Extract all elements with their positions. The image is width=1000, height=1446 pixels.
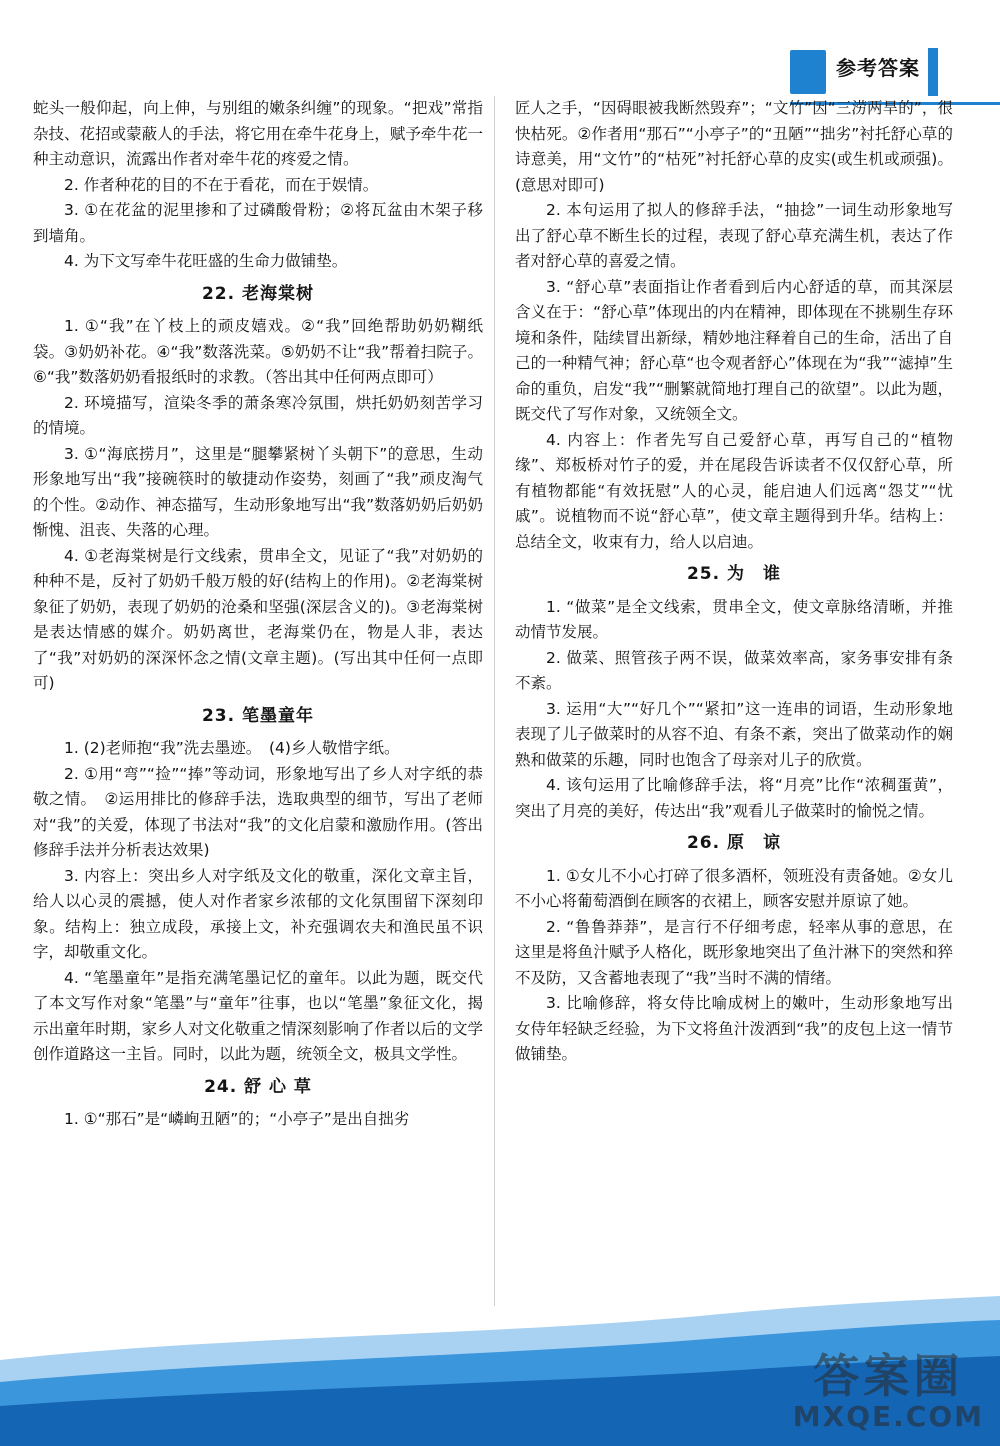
right-column bbox=[515, 96, 953, 1068]
answer-paragraph: 4. 该句运用了比喻修辞手法，将“月亮”比作“浓稠蛋黄”，突出了月亮的美好，传达出“我”观看儿子做菜时的愉悦之情。 bbox=[515, 776, 953, 820]
answer-paragraph: 2. 本句运用了拟人的修辞手法，“抽捻”一词生动形象地写出了舒心草不断生长的过程，表现了舒心草充满生机，表达了作者对舒心草的喜爱之情。 bbox=[515, 201, 953, 270]
watermark bbox=[792, 1349, 984, 1434]
answer-paragraph: 3. “舒心草”表面指让作者看到后内心舒适的草，而其深层含义在于：“舒心草”体现出的内在精神，即体现在不挑剔生存环境和条件，陆续冒出新绿，精妙地注释着自己的生命，活出了自己的一种精气神；舒心草“也令观者舒心”体现在为“我”“滤掉”生命的重负，启发“我”“删繁就简地打理自己的欲望”。以此为题，既交代了写作对象，又统领全文。 bbox=[515, 277, 953, 423]
answer-paragraph: 匠人之手，“因碍眼被我断然毁弃”；“文竹”因“三涝两旱的”，很快枯死。②作者用“那石”“小亭子”的“丑陋”“拙劣”衬托舒心草的诗意美，用“文竹”的“枯死”衬托舒心草的皮实(或生机或顽强)。(意思对即可) bbox=[515, 99, 953, 194]
section-heading: 23. 笔墨童年 bbox=[201, 705, 315, 726]
answer-paragraph: 蛇头一般仰起，向上伸，与别组的嫩条纠缠”的现象。“把戏”常指杂技、花招或蒙蔽人的手法，将它用在牵牛花身上，赋予牵牛花一种主动意识，流露出作者对牵牛花的疼爱之情。 bbox=[33, 99, 483, 168]
left-column bbox=[33, 96, 483, 1133]
column-divider bbox=[494, 96, 495, 1306]
answer-paragraph: 3. ①在花盆的泥里掺和了过磷酸骨粉；②将瓦盆由木架子移到墙角。 bbox=[33, 201, 483, 245]
answer-paragraph: 2. ①用“弯”“捡”“捧”等动词，形象地写出了乡人对字纸的恭敬之情。 ②运用排比的修辞手法，选取典型的细节，写出了老师对“我”的关爱，体现了书法对“我”的文化启蒙和激励作用。(答出修辞手法并分析表达效果) bbox=[33, 764, 483, 859]
answer-paragraph: 1. ①“我”在丫枝上的顽皮嬉戏。②“我”回绝帮助奶奶糊纸袋。③奶奶补花。④“我”数落洗菜。⑤奶奶不让“我”帮着扫院子。⑥“我”数落奶奶看报纸时的求教。（答出其中任何两点即可） bbox=[33, 317, 483, 386]
section-heading: 26. 原 谅 bbox=[686, 833, 782, 853]
answer-paragraph: 1. (2)老师抱“我”洗去墨迹。 (4)乡人敬惜字纸。 bbox=[64, 739, 400, 757]
answer-paragraph: 4. ①老海棠树是行文线索，贯串全文，见证了“我”对奶奶的种种不是，反衬了奶奶千般万般的好(结构上的作用)。②老海棠树象征了奶奶，表现了奶奶的沧桑和坚强(深层含义的)。③老海棠树是表达情感的媒介。奶奶离世，老海棠仍在，物是人非，表达了“我”对奶奶的深深怀念之情(文章主题)。(写出其中任何一点即可) bbox=[33, 546, 483, 692]
answer-paragraph: 1. ①“那石”是“嶙峋丑陋”的；“小亭子”是出自拙劣 bbox=[64, 1110, 410, 1128]
answer-paragraph: 3. ①“海底捞月”，这里是“腿攀紧树丫头朝下”的意思，生动形象地写出“我”接碗筷时的敏捷动作姿势，刻画了“我”顽皮淘气的个性。②动作、神态描写，生动形象地写出“我”数落奶奶后奶奶惭愧、沮丧、失落的心理。 bbox=[33, 444, 483, 539]
answer-paragraph: 4. 为下文写牵牛花旺盛的生命力做铺垫。 bbox=[64, 252, 348, 270]
answer-paragraph: 1. “做菜”是全文线索，贯串全文，使文章脉络清晰，并推动情节发展。 bbox=[515, 597, 953, 641]
header-title: 参考答案 bbox=[836, 56, 920, 80]
watermark-logo-text: 答案圈 bbox=[813, 1349, 964, 1403]
answer-paragraph: 1. ①女儿不小心打碎了很多酒杯，领班没有责备她。②女儿不小心将葡萄酒倒在顾客的衣裙上，顾客安慰并原谅了她。 bbox=[515, 866, 953, 910]
section-heading: 24. 舒 心 草 bbox=[204, 1076, 312, 1097]
section-heading: 22. 老海棠树 bbox=[201, 283, 315, 304]
answer-paragraph: 2. 作者种花的目的不在于看花，而在于娱情。 bbox=[64, 175, 379, 194]
answer-paragraph: 2. “鲁鲁莽莽”，是言行不仔细考虑，轻率从事的意思，在这里是将鱼汁赋予人格化，既形象地突出了鱼汁淋下的突然和猝不及防，又含蓄地表现了“我”当时不满的情绪。 bbox=[515, 917, 953, 987]
header-color-bar bbox=[928, 48, 938, 96]
answer-paragraph: 4. “笔墨童年”是指充满笔墨记忆的童年。以此为题，既交代了本文写作对象“笔墨”与“童年”往事，也以“笔墨”象征文化，揭示出童年时期，家乡人对文化敬重之情深刻影响了作者以后的文学创作道路这一主旨。同时，以此为题，统领全文，极具文学性。 bbox=[33, 968, 483, 1063]
answer-paragraph: 3. 内容上：突出乡人对字纸及文化的敬重，深化文章主旨，给人以心灵的震撼，使人对作者家乡浓郁的文化氛围留下深刻印象。结构上：独立成段，承接上文，补充强调农夫和渔民虽不识字，却敬重文化。 bbox=[33, 866, 483, 961]
answer-paragraph: 2. 环境描写，渲染冬季的萧条寒冷氛围，烘托奶奶刻苦学习的情境。 bbox=[33, 393, 483, 437]
answer-paragraph: 3. 运用“大”“好几个”“紧扣”这一连串的词语，生动形象地表现了儿子做菜时的从容不迫、有条不紊，突出了做菜动作的娴熟和做菜的乐趣，同时也饱含了母亲对儿子的欣赏。 bbox=[515, 699, 953, 769]
answer-paragraph: 3. 比喻修辞，将女侍比喻成树上的嫩叶，生动形象地写出女侍年轻缺乏经验，为下文将鱼汁泼洒到“我”的皮包上这一情节做铺垫。 bbox=[515, 994, 953, 1063]
section-heading: 25. 为 谁 bbox=[686, 564, 782, 584]
header-color-block bbox=[790, 50, 826, 94]
answer-paragraph: 4. 内容上：作者先写自己爱舒心草，再写自己的“植物缘”、郑板桥对竹子的爱，并在尾段告诉读者不仅仅舒心草，所有植物都能“有效抚慰”人的心灵，能启迪人们远离“怨艾”“忧戚”。说植物而不说“舒心草”，使文章主题得到升华。结构上：总结全文，收束有力，给人以启迪。 bbox=[515, 430, 953, 551]
watermark-url: MXQE.COM bbox=[792, 1400, 984, 1433]
answer-paragraph: 2. 做菜、照管孩子两不误，做菜效率高，家务事安排有条不紊。 bbox=[515, 648, 953, 692]
